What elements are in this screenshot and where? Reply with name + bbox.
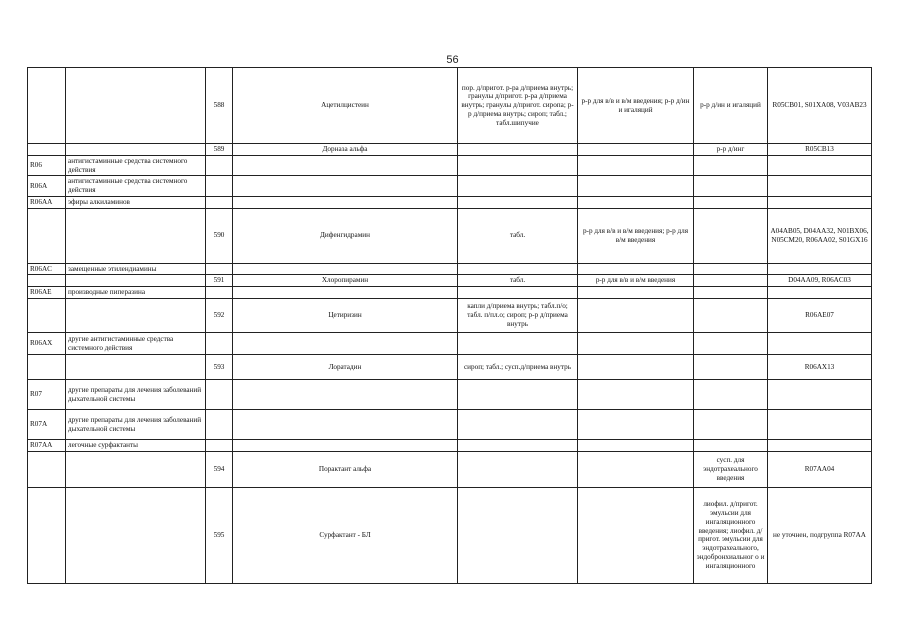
form-injection-cell: р-р для в/в и в/м введения; р-р для в/м введения <box>578 208 694 263</box>
atc-codes-cell: D04AA09, R06AC03 <box>768 275 872 287</box>
group-name-cell: антигистаминные средства системного действия <box>66 155 206 176</box>
atc-codes-cell <box>768 440 872 452</box>
drug-name-cell <box>233 196 458 208</box>
atc-code-cell: R06AX <box>28 333 66 355</box>
form-inhalation-cell <box>694 287 768 299</box>
table-row <box>28 155 872 176</box>
form-injection-cell <box>578 451 694 487</box>
form-injection-cell <box>578 196 694 208</box>
table-row <box>28 410 872 440</box>
atc-codes-cell <box>768 196 872 208</box>
atc-codes-cell <box>768 263 872 275</box>
form-oral-cell <box>458 263 578 275</box>
table-row <box>28 196 872 208</box>
form-oral-cell <box>458 144 578 156</box>
form-inhalation-cell <box>694 355 768 380</box>
atc-code-cell <box>28 355 66 380</box>
atc-code-cell: R07A <box>28 410 66 440</box>
atc-code-cell <box>28 451 66 487</box>
group-name-cell <box>66 68 206 144</box>
item-number-cell <box>206 440 233 452</box>
atc-codes-cell: R06AX13 <box>768 355 872 380</box>
atc-code-cell: R06 <box>28 155 66 176</box>
group-name-cell: легочные сурфактанты <box>66 440 206 452</box>
form-injection-cell <box>578 176 694 197</box>
group-name-cell: замещенные этилендиамины <box>66 263 206 275</box>
form-oral-cell <box>458 333 578 355</box>
form-injection-cell <box>578 155 694 176</box>
item-number-cell <box>206 380 233 410</box>
form-inhalation-cell <box>694 440 768 452</box>
atc-code-cell <box>28 68 66 144</box>
item-number-cell: 590 <box>206 208 233 263</box>
table-row <box>28 440 872 452</box>
group-name-cell: производные пиперазина <box>66 287 206 299</box>
group-name-cell: другие препараты для лечения заболеваний дыхательной системы <box>66 380 206 410</box>
atc-code-cell: R06A <box>28 176 66 197</box>
item-number-cell <box>206 263 233 275</box>
drug-name-cell: Дорназа альфа <box>233 144 458 156</box>
drug-name-cell: Дифенгидрамин <box>233 208 458 263</box>
table-row <box>28 380 872 410</box>
item-number-cell: 594 <box>206 451 233 487</box>
group-name-cell: эфиры алкиламинов <box>66 196 206 208</box>
form-oral-cell <box>458 440 578 452</box>
drug-table <box>27 67 872 584</box>
table-row <box>28 487 872 583</box>
drug-name-cell <box>233 440 458 452</box>
item-number-cell <box>206 196 233 208</box>
item-number-cell <box>206 333 233 355</box>
drug-name-cell: Хлоропирамин <box>233 275 458 287</box>
form-oral-cell <box>458 487 578 583</box>
item-number-cell: 595 <box>206 487 233 583</box>
form-oral-cell <box>458 287 578 299</box>
page-number: 56 <box>446 54 459 66</box>
atc-code-cell <box>28 487 66 583</box>
table-row <box>28 333 872 355</box>
form-injection-cell <box>578 355 694 380</box>
item-number-cell: 592 <box>206 299 233 333</box>
form-oral-cell: табл. <box>458 275 578 287</box>
form-injection-cell <box>578 440 694 452</box>
group-name-cell <box>66 299 206 333</box>
table-row <box>28 263 872 275</box>
atc-codes-cell <box>768 410 872 440</box>
table-row <box>28 68 872 144</box>
drug-name-cell <box>233 155 458 176</box>
form-injection-cell <box>578 380 694 410</box>
item-number-cell <box>206 155 233 176</box>
group-name-cell <box>66 275 206 287</box>
form-inhalation-cell <box>694 263 768 275</box>
form-oral-cell: капли д/приема внутрь; табл.п/о; табл. п/пл.о; сироп; р-р д/приема внутрь <box>458 299 578 333</box>
item-number-cell: 593 <box>206 355 233 380</box>
form-injection-cell: р-р для в/в и в/м введения <box>578 275 694 287</box>
form-inhalation-cell: р-р д/ин и игаляций <box>694 68 768 144</box>
form-oral-cell <box>458 176 578 197</box>
atc-codes-cell: R07AA04 <box>768 451 872 487</box>
atc-codes-cell <box>768 287 872 299</box>
form-oral-cell <box>458 155 578 176</box>
form-injection-cell <box>578 299 694 333</box>
item-number-cell <box>206 176 233 197</box>
group-name-cell <box>66 487 206 583</box>
drug-name-cell <box>233 333 458 355</box>
atc-codes-cell: R06AE07 <box>768 299 872 333</box>
item-number-cell: 591 <box>206 275 233 287</box>
form-inhalation-cell <box>694 155 768 176</box>
drug-name-cell <box>233 287 458 299</box>
form-injection-cell <box>578 144 694 156</box>
atc-codes-cell: R05CB13 <box>768 144 872 156</box>
atc-codes-cell: не уточнен, подгруппа R07AA <box>768 487 872 583</box>
form-inhalation-cell <box>694 380 768 410</box>
form-injection-cell <box>578 287 694 299</box>
atc-codes-cell <box>768 155 872 176</box>
table-row <box>28 287 872 299</box>
form-oral-cell <box>458 410 578 440</box>
item-number-cell <box>206 287 233 299</box>
group-name-cell <box>66 451 206 487</box>
atc-code-cell <box>28 208 66 263</box>
atc-code-cell <box>28 299 66 333</box>
form-injection-cell <box>578 487 694 583</box>
group-name-cell: антигистаминные средства системного действия <box>66 176 206 197</box>
table-row <box>28 144 872 156</box>
form-oral-cell <box>458 196 578 208</box>
atc-code-cell <box>28 144 66 156</box>
form-injection-cell: р-р для в/в и в/м введения; р-р д/ин и игаляций <box>578 68 694 144</box>
atc-code-cell <box>28 275 66 287</box>
atc-code-cell: R06AA <box>28 196 66 208</box>
drug-name-cell: Лоратадин <box>233 355 458 380</box>
atc-codes-cell <box>768 333 872 355</box>
form-oral-cell: табл. <box>458 208 578 263</box>
form-oral-cell <box>458 380 578 410</box>
item-number-cell: 588 <box>206 68 233 144</box>
table-row <box>28 275 872 287</box>
atc-codes-cell <box>768 380 872 410</box>
form-inhalation-cell <box>694 333 768 355</box>
drug-name-cell: Ацетилцистеин <box>233 68 458 144</box>
item-number-cell <box>206 410 233 440</box>
atc-code-cell: R06AC <box>28 263 66 275</box>
drug-name-cell: Цетиризин <box>233 299 458 333</box>
drug-name-cell: Порактант альфа <box>233 451 458 487</box>
atc-code-cell: R06AE <box>28 287 66 299</box>
atc-code-cell: R07AA <box>28 440 66 452</box>
form-oral-cell: пор. д/пригот. р-ра д/приема внутрь; гранулы д/пригот. р-ра д/приема внутрь; гранулы д/пригот. сиропа; р-р д/приема внутрь; сироп; табл.; табл.шипучие <box>458 68 578 144</box>
group-name-cell <box>66 355 206 380</box>
form-oral-cell <box>458 451 578 487</box>
atc-codes-cell: R05CB01, S01XA08, V03AB23 <box>768 68 872 144</box>
item-number-cell: 589 <box>206 144 233 156</box>
table-row <box>28 299 872 333</box>
group-name-cell <box>66 144 206 156</box>
form-inhalation-cell <box>694 176 768 197</box>
form-inhalation-cell <box>694 196 768 208</box>
table-row <box>28 208 872 263</box>
atc-code-cell: R07 <box>28 380 66 410</box>
drug-name-cell: Сурфактант - БЛ <box>233 487 458 583</box>
drug-name-cell <box>233 263 458 275</box>
drug-name-cell <box>233 410 458 440</box>
table-row <box>28 451 872 487</box>
form-injection-cell <box>578 263 694 275</box>
form-inhalation-cell: лиофил. д/пригот. эмульсии для ингаляционного введения; лиофил. д/пригот. эмульсии для эндотрахеального, эндобронхиальног о и ингаляционного <box>694 487 768 583</box>
atc-codes-cell: A04AB05, D04AA32, N01BX06, N05CM20, R06AA02, S01GX16 <box>768 208 872 263</box>
form-injection-cell <box>578 410 694 440</box>
table-row <box>28 176 872 197</box>
form-inhalation-cell: сусп. для эндотрахеального введения <box>694 451 768 487</box>
table-row <box>28 355 872 380</box>
form-inhalation-cell <box>694 299 768 333</box>
form-inhalation-cell: р-р д/инг <box>694 144 768 156</box>
group-name-cell: другие антигистаминные средства системного действия <box>66 333 206 355</box>
group-name-cell <box>66 208 206 263</box>
group-name-cell: другие препараты для лечения заболеваний дыхательной системы <box>66 410 206 440</box>
atc-codes-cell <box>768 176 872 197</box>
form-oral-cell: сироп; табл.; сусп.д/приема внутрь <box>458 355 578 380</box>
form-injection-cell <box>578 333 694 355</box>
form-inhalation-cell <box>694 208 768 263</box>
drug-name-cell <box>233 176 458 197</box>
form-inhalation-cell <box>694 410 768 440</box>
drug-name-cell <box>233 380 458 410</box>
form-inhalation-cell <box>694 275 768 287</box>
